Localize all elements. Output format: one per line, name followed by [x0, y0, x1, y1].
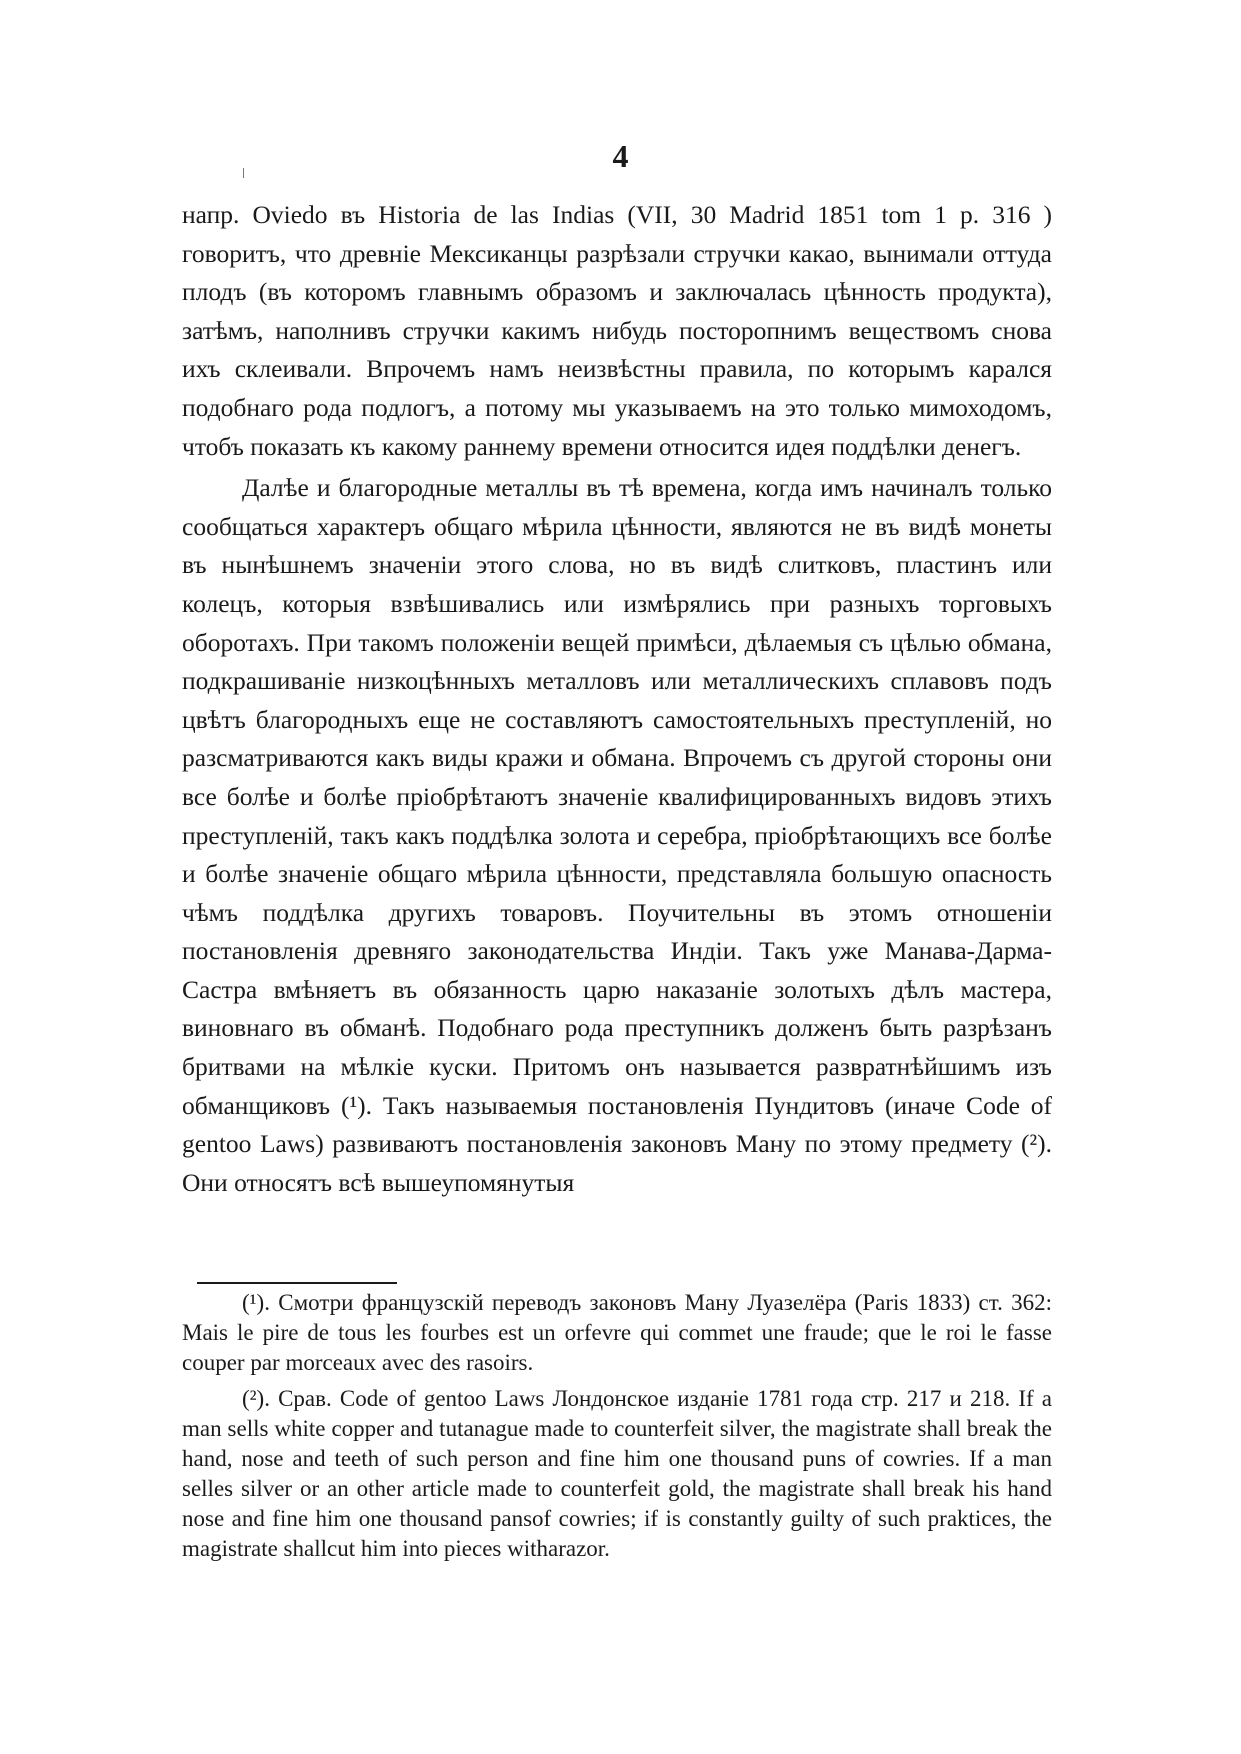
footnote-1: (¹). Смотри французскій переводъ законовъ Ману Луазелёра (Paris 1833) ст. 362: Mais le pire de tous les fourbes est un orfevre qui commet une fraude; que le roi le fasse couper par morceaux avec des rasoirs.: [182, 1290, 1052, 1375]
paragraph-1: напр. Oviedo въ Historia de las Indias (VII, 30 Madrid 1851 tom 1 p. 316 ) говоритъ, что древніе Мексиканцы разрѣзали стручки какао, вынимали оттуда плодъ (въ которомъ главнымъ образомъ и заключалась цѣнность продукта), затѣмъ, наполнивъ стручки какимъ нибудь посторопнимъ веществомъ снова ихъ склеивали. Впрочемъ намъ неизвѣстны правила, по которымъ карался подобнаго рода подлогъ, а потому мы указываемъ на это только мимоходомъ, чтобъ показать къ какому раннему времени относится идея поддѣлки денегъ.: [182, 200, 1052, 461]
stray-print-mark: [243, 168, 244, 178]
footnotes: [182, 1288, 1052, 1564]
paragraph-2: Далѣе и благородные металлы въ тѣ времена, когда имъ начиналъ только сообщаться характеръ общаго мѣрила цѣнности, являются не въ видѣ монеты въ нынѣшнемъ значеніи этого слова, но въ видѣ слитковъ, пластинъ или колецъ, которыя взвѣшивались или измѣрялись при разныхъ торговыхъ оборотахъ. При такомъ положеніи вещей примѣси, дѣлаемыя съ цѣлью обмана, подкрашиваніе низкоцѣнныхъ металловъ или металлическихъ сплавовъ подъ цвѣтъ благородныхъ еще не составляютъ самостоятельныхъ преступленій, но разсматриваются какъ виды кражи и обмана. Впрочемъ съ другой стороны они все болѣе и болѣе пріобрѣтаютъ значеніе квалифицированныхъ видовъ этихъ преступленій, такъ какъ поддѣлка золота и серебра, пріобрѣтающихъ все болѣе и болѣе значеніе общаго мѣрила цѣнности, представляла большую опасность чѣмъ поддѣлка другихъ товаровъ. Поучительны въ этомъ отношеніи постановленія древняго законодательства Индіи. Такъ уже Манава-Дарма-Састра вмѣняетъ въ обязанность царю наказаніе золотыхъ дѣлъ мастера, виновнаго въ обманѣ. Подобнаго рода преступникъ долженъ быть разрѣзанъ бритвами на мѣлкіе куски. Притомъ онъ называется развратнѣйшимъ изъ обманщиковъ (¹). Такъ называемыя постановленія Пундитовъ (иначе Code of gentoo Laws) развиваютъ постановленія законовъ Ману по этому предмету (²). Они относятъ всѣ вышеупомянутыя: [182, 473, 1052, 1197]
page-number: 4: [612, 138, 629, 174]
main-text: [182, 196, 1052, 1202]
footnote-divider: [197, 1282, 397, 1284]
footnote-2: (²). Срав. Code of gentoo Laws Лондонское изданіе 1781 года стр. 217 и 218. If a man sells white copper and tutanague made to counterfeit silver, the magistrate shall break the hand, nose and teeth of such person and fine him one thousand puns of cowries. If a man selles silver or an other article made to counterfeit gold, the magistrate shall break his hand nose and fine him one thousand pansof cowries; if is constantly guilty of such praktices, the magistrate shallcut him into pieces witharazor.: [182, 1386, 1052, 1561]
